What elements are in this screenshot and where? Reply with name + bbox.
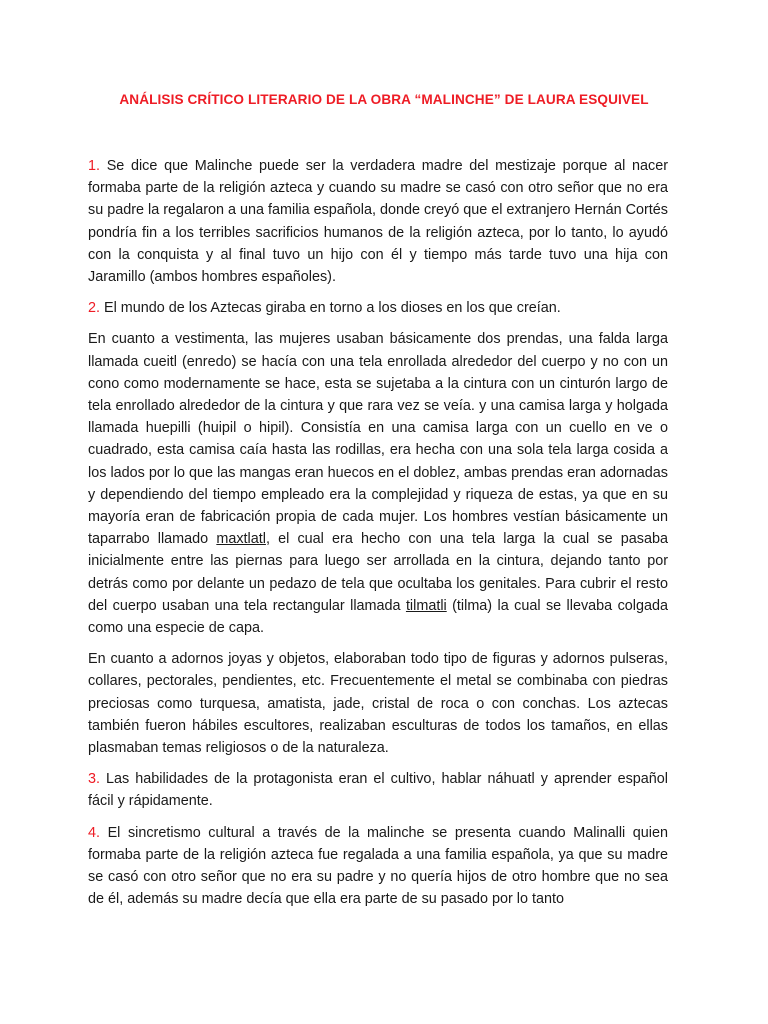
document-title: ANÁLISIS CRÍTICO LITERARIO DE LA OBRA “MALINCHE” DE LAURA ESQUIVEL bbox=[119, 92, 649, 107]
item-number-2: 2. bbox=[88, 300, 101, 317]
paragraph-2-text: El mundo de los Aztecas giraba en torno a los dioses en los que creían. bbox=[100, 300, 561, 317]
ornaments-text: En cuanto a adornos joyas y objetos, elaboraban todo tipo de figuras y adornos pulseras, collares, pectorales, pendientes, etc. Frecuentemente el metal se combinaba con piedras preciosas como turquesa, amatista, jade, cristal de roca o con conchas. Los aztecas también fueron hábiles escultores, realizaban esculturas de todos los tamaños, en ellas plasmaban temas religiosos o de la naturaleza. bbox=[88, 651, 668, 757]
paragraph-3 bbox=[88, 768, 668, 812]
paragraph-1 bbox=[88, 155, 668, 288]
document-body bbox=[88, 155, 668, 920]
item-number-4: 4. bbox=[88, 824, 101, 841]
clothing-text-part-2: , el cual era hecho con una tela larga la cual se pasaba inicialmente entre las piernas para luego ser arrollada en la cintura, dejando tanto por detrás como por delante un pedazo de tela que ocultaba los genitales. Para cubrir el resto del cuerpo usaban una tela rectangular llamada bbox=[88, 531, 668, 614]
paragraph-clothing bbox=[88, 328, 668, 639]
paragraph-ornaments bbox=[88, 648, 668, 759]
item-number-3: 3. bbox=[88, 771, 101, 788]
paragraph-1-text: Se dice que Malinche puede ser la verdadera madre del mestizaje porque al nacer formaba parte de la religión azteca y cuando su madre se casó con otro señor que no era su padre la regalaron a una familia española, donde creyó que el extranjero Hernán Cortés pondría fin a los terribles sacrificios humanos de la religión azteca, por lo tanto, lo ayudó con la conquista y al final tuvo un hijo con él y tiempo más tarde tuvo una hija con Jaramillo (ambos hombres españoles). bbox=[88, 158, 668, 286]
paragraph-4 bbox=[88, 822, 668, 911]
paragraph-3-text: Las habilidades de la protagonista eran el cultivo, hablar náhuatl y aprender español fácil y rápidamente. bbox=[88, 771, 668, 810]
clothing-text-part-3: (tilma) la cual se llevaba colgada como una especie de capa. bbox=[88, 597, 668, 637]
term-tilmatli: tilmatli bbox=[405, 597, 447, 614]
term-maxtlatl: maxtlatl bbox=[216, 531, 266, 548]
paragraph-2 bbox=[88, 297, 668, 319]
clothing-text-part-1: En cuanto a vestimenta, las mujeres usaban básicamente dos prendas, una falda larga llamada cueitl (enredo) se hacía con una tela enrollada alrededor del cuerpo y no con un cono como modernamente se hace, esta se sujetaba a la cintura con un cinturón largo de tela enrollado alrededor de la cintura y que rara vez se veía. y una camisa larga y holgada llamada huepilli (huipil o hipil). Consistía en una camisa larga con un cuello en ve o cuadrado, esta camisa caía hasta las rodillas, era hecha con una sola tela larga cosida a los lados por lo que las mangas eran huecos en el doblez, ambas prendas eran adornadas y dependiendo del tiempo empleado era la complejidad y riqueza de estas, ya que en su mayoría eran de fabricación propia de cada mujer. Los hombres vestían básicamente un taparrabo llamado bbox=[88, 331, 668, 548]
paragraph-4-text: El sincretismo cultural a través de la malinche se presenta cuando Malinalli quien formaba parte de la religión azteca fue regalada a una familia española, ya que su madre se casó con otro señor que no era su padre y no quería hijos de otro hombre que no sea de él, además su madre decía que ella era parte de su pasado por lo tanto bbox=[88, 824, 668, 908]
item-number-1: 1. bbox=[88, 158, 101, 174]
